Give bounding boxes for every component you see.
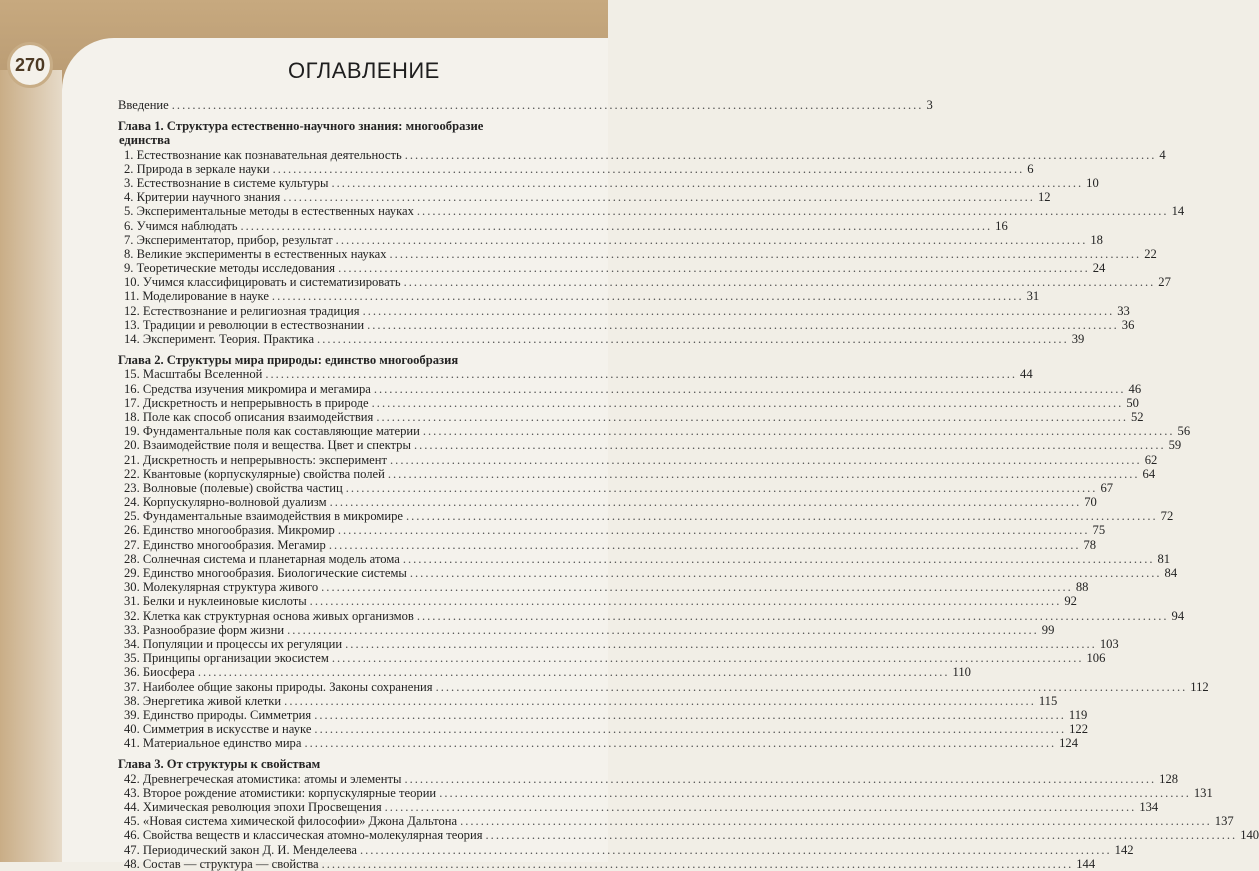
toc-entry-page: 36 bbox=[1121, 317, 1135, 332]
leader-dots: .................................................................................................................................................. bbox=[404, 771, 1157, 786]
toc-entry-page: 119 bbox=[1068, 707, 1088, 722]
leader-dots: .................................................................................................................................................. bbox=[422, 424, 1175, 439]
toc-entry-label: Введение bbox=[118, 98, 169, 112]
toc-entry-page: 27 bbox=[1158, 275, 1171, 290]
toc-entry-page: 39 bbox=[1071, 332, 1085, 347]
toc-entry-page: 18 bbox=[1090, 232, 1103, 247]
toc-entry-page: 59 bbox=[1168, 438, 1182, 453]
toc-entry-label: 43. Второе рождение атомистики: корпускулярные теории bbox=[124, 785, 437, 800]
toc-entry-page: 81 bbox=[1157, 551, 1171, 566]
leader-dots: .................................................................................................................................................. bbox=[265, 367, 1018, 382]
toc-entry-label: 26. Единство многообразия. Микромир bbox=[124, 523, 335, 538]
leader-dots: .................................................................................................................................................. bbox=[284, 693, 1036, 708]
toc-entry-page: 12 bbox=[1037, 190, 1051, 205]
toc-entry[interactable] bbox=[118, 622, 1055, 637]
toc-entry[interactable] bbox=[118, 608, 1185, 623]
toc-entry-page: 78 bbox=[1083, 537, 1097, 552]
page-title: ОГЛАВЛЕНИЕ bbox=[288, 58, 440, 83]
leader-dots: .................................................................................................................................................. bbox=[376, 409, 1128, 424]
toc-entry-label: 6. Учимся наблюдать bbox=[124, 218, 238, 233]
toc-entry[interactable] bbox=[118, 679, 1209, 694]
leader-dots: .................................................................................................................................................. bbox=[329, 495, 1082, 510]
leader-dots: .................................................................................................................................................. bbox=[317, 332, 1069, 347]
leader-dots: .................................................................................................................................................. bbox=[435, 679, 1188, 694]
toc-entry[interactable] bbox=[118, 452, 1158, 467]
toc-entry-label: 4. Критерии научного знания bbox=[124, 190, 281, 205]
toc-entry[interactable] bbox=[118, 566, 1178, 581]
toc-entry[interactable] bbox=[118, 395, 1139, 410]
toc-entry-page: 16 bbox=[995, 218, 1008, 233]
left-margin-band bbox=[0, 70, 62, 862]
toc-entry[interactable] bbox=[118, 495, 1097, 510]
toc-entry-label: 47. Периодический закон Д. И. Менделеева bbox=[124, 842, 357, 857]
toc-entry-label: 37. Наиболее общие законы природы. Законы сохранения bbox=[124, 679, 433, 694]
toc-entry[interactable] bbox=[118, 707, 1088, 722]
toc-entry[interactable] bbox=[118, 232, 1103, 247]
toc-entry-label: 33. Разнообразие форм жизни bbox=[124, 622, 285, 637]
toc-entry-label: 14. Эксперимент. Теория. Практика bbox=[124, 332, 315, 347]
page-number-badge bbox=[7, 42, 53, 88]
toc-entry-label: 9. Теоретические методы исследования bbox=[124, 261, 336, 276]
toc-entry-page: 115 bbox=[1038, 693, 1058, 708]
toc-entry-label: 41. Материальное единство мира bbox=[124, 736, 302, 751]
toc-entry-label: 19. Фундаментальные поля как составляющие материи bbox=[124, 424, 420, 439]
toc-entry-page: 106 bbox=[1086, 651, 1106, 666]
toc-entry-page: 84 bbox=[1164, 566, 1178, 581]
chapter-heading-line: Глава 1. Структура естественно-научного знания: многообразие bbox=[118, 119, 484, 134]
toc-entry[interactable] bbox=[118, 722, 1088, 737]
chapter-2-heading[interactable]: Глава 2. Структуры мира природы: единство многообразия bbox=[118, 353, 459, 368]
toc-entry[interactable] bbox=[118, 332, 1085, 347]
toc-entry-label: 28. Солнечная система и планетарная модель атома bbox=[124, 551, 400, 566]
toc-entry-page: 124 bbox=[1059, 736, 1079, 751]
toc-entry-label: 15. Масштабы Вселенной bbox=[124, 367, 263, 382]
leader-dots: .................................................................................................................................................. bbox=[338, 261, 1090, 276]
toc-entry-page: 50 bbox=[1126, 395, 1139, 410]
toc-entry[interactable] bbox=[118, 303, 1130, 318]
table-of-contents bbox=[118, 98, 1259, 871]
toc-entry-page: 10 bbox=[1086, 175, 1099, 190]
chapter-1-items bbox=[118, 147, 1185, 347]
toc-entry-label: 34. Популяции и процессы их регуляции bbox=[124, 636, 343, 651]
toc-entry-page: 72 bbox=[1160, 509, 1174, 524]
leader-dots: .................................................................................................................................................. bbox=[331, 651, 1084, 666]
toc-entry[interactable] bbox=[118, 785, 1213, 800]
toc-entry[interactable] bbox=[118, 317, 1135, 332]
toc-entry[interactable] bbox=[118, 261, 1106, 276]
leader-dots: .................................................................................................................................................. bbox=[331, 175, 1084, 190]
toc-entry-page: 103 bbox=[1099, 636, 1119, 651]
toc-entry-page: 6 bbox=[1027, 161, 1034, 176]
leader-dots: .................................................................................................................................................. bbox=[283, 190, 1035, 205]
toc-entry-label: 3. Естествознание в системе культуры bbox=[124, 175, 329, 190]
leader-dots: .................................................................................................................................................. bbox=[271, 289, 1024, 304]
toc-entry-page: 56 bbox=[1177, 424, 1191, 439]
toc-entry-label: 7. Экспериментатор, прибор, результат bbox=[124, 232, 333, 247]
toc-entry-label: 18. Поле как способ описания взаимодействия bbox=[124, 409, 374, 424]
toc-entry[interactable] bbox=[118, 275, 1171, 290]
toc-entry-label: 31. Белки и нуклеиновые кислоты bbox=[124, 594, 307, 609]
toc-entry-label: 10. Учимся классифицировать и систематизировать bbox=[124, 275, 401, 290]
toc-entry[interactable] bbox=[118, 438, 1182, 453]
toc-entry-label: 39. Единство природы. Симметрия bbox=[124, 707, 312, 722]
toc-entry-page: 46 bbox=[1128, 381, 1142, 396]
toc-entry[interactable] bbox=[118, 651, 1106, 666]
toc-entry-label: 30. Молекулярная структура живого bbox=[124, 580, 319, 595]
toc-entry-label: 29. Единство многообразия. Биологические системы bbox=[124, 566, 407, 581]
leader-dots: .................................................................................................................................................. bbox=[367, 317, 1119, 332]
toc-entry-label: 5. Экспериментальные методы в естественных науках bbox=[124, 204, 414, 219]
leader-dots: .................................................................................................................................................. bbox=[390, 452, 1142, 467]
toc-entry-page: 99 bbox=[1041, 622, 1055, 637]
toc-entry-page: 142 bbox=[1114, 842, 1134, 857]
toc-entry[interactable] bbox=[118, 842, 1134, 857]
toc-entry-page: 22 bbox=[1144, 246, 1157, 261]
toc-entry-page: 67 bbox=[1100, 480, 1114, 495]
chapter-2-items bbox=[118, 367, 1209, 751]
leader-dots: .................................................................................................................................................. bbox=[314, 722, 1067, 737]
toc-entry[interactable] bbox=[118, 636, 1119, 651]
toc-entry-page: 44 bbox=[1020, 367, 1033, 382]
toc-entry[interactable] bbox=[118, 466, 1156, 481]
toc-entry-label: 20. Взаимодействие поля и вещества. Цвет и спектры bbox=[124, 438, 411, 453]
toc-entry-intro[interactable] bbox=[118, 98, 933, 112]
toc-entry[interactable] bbox=[118, 856, 1096, 871]
leader-dots: .................................................................................................................................................. bbox=[403, 275, 1156, 290]
chapter-heading-line: единства bbox=[119, 133, 171, 148]
toc-entry-label: 2. Природа в зеркале науки bbox=[124, 161, 270, 176]
toc-entry-label: 17. Дискретность и непрерывность в природе bbox=[124, 395, 369, 410]
toc-entry-page: 14 bbox=[1171, 204, 1185, 219]
toc-entry-page: 110 bbox=[952, 665, 971, 680]
leader-dots: .................................................................................................................................................. bbox=[359, 842, 1112, 857]
toc-entry[interactable] bbox=[118, 736, 1079, 751]
page-number: 270 bbox=[14, 54, 46, 75]
leader-dots: .................................................................................................................................................. bbox=[402, 551, 1155, 566]
leader-dots: .................................................................................................................................................. bbox=[485, 828, 1238, 843]
toc-entry-page: 140 bbox=[1240, 828, 1259, 843]
leader-dots: .................................................................................................................................................. bbox=[314, 707, 1066, 722]
toc-entry-label: 23. Волновые (полевые) свойства частиц bbox=[124, 480, 343, 495]
toc-entry-label: 42. Древнегреческая атомистика: атомы и элементы bbox=[124, 771, 402, 786]
toc-entry[interactable] bbox=[118, 218, 1008, 233]
chapter-3-items bbox=[118, 771, 1259, 871]
toc-entry[interactable] bbox=[118, 537, 1097, 552]
toc-entry-page: 52 bbox=[1130, 409, 1144, 424]
toc-entry-label: 46. Свойства веществ и классическая атомно-молекулярная теория bbox=[124, 828, 483, 843]
toc-entry-page: 31 bbox=[1026, 289, 1040, 304]
toc-entry-page: 4 bbox=[1159, 147, 1166, 162]
toc-entry-page: 94 bbox=[1171, 608, 1185, 623]
leader-dots: .................................................................................................................................................. bbox=[371, 395, 1124, 410]
leader-dots: .................................................................................................................................................. bbox=[373, 381, 1126, 396]
toc-entry[interactable] bbox=[118, 594, 1077, 609]
toc-entry[interactable] bbox=[118, 161, 1034, 176]
leader-dots: .................................................................................................................................................. bbox=[287, 622, 1039, 637]
toc-entry[interactable] bbox=[118, 665, 971, 680]
toc-entry[interactable] bbox=[118, 175, 1099, 190]
leader-dots: .................................................................................................................................................. bbox=[405, 509, 1158, 524]
toc-entry[interactable] bbox=[118, 424, 1191, 439]
leader-dots: .................................................................................................................................................. bbox=[416, 204, 1169, 219]
toc-entry-label: 35. Принципы организации экосистем bbox=[124, 651, 329, 666]
leader-dots: .................................................................................................................................................. bbox=[337, 523, 1090, 538]
toc-entry-page: 88 bbox=[1075, 580, 1089, 595]
toc-entry-label: 12. Естествознание и религиозная традиция bbox=[124, 303, 360, 318]
toc-entry-page: 134 bbox=[1139, 800, 1159, 815]
toc-entry-page: 75 bbox=[1092, 523, 1106, 538]
toc-entry[interactable] bbox=[118, 693, 1058, 708]
toc-entry-label: 11. Моделирование в науке bbox=[124, 289, 269, 304]
leader-dots: .................................................................................................................................................. bbox=[413, 438, 1166, 453]
toc-entry-label: 36. Биосфера bbox=[124, 665, 195, 680]
leader-dots: .................................................................................................................................................. bbox=[416, 608, 1169, 623]
leader-dots: .................................................................................................................................................. bbox=[197, 665, 950, 680]
toc-entry-label: 27. Единство многообразия. Мегамир bbox=[124, 537, 326, 552]
leader-dots: .................................................................................................................................................. bbox=[362, 303, 1115, 318]
leader-dots: .................................................................................................................................................. bbox=[309, 594, 1062, 609]
leader-dots: .................................................................................................................................................. bbox=[240, 218, 993, 233]
leader-dots: .................................................................................................................................................. bbox=[404, 147, 1157, 162]
toc-entry[interactable] bbox=[118, 190, 1051, 205]
toc-entry[interactable] bbox=[118, 814, 1234, 829]
toc-entry-page: 33 bbox=[1117, 303, 1130, 318]
chapter-3-heading[interactable]: Глава 3. От структуры к свойствам bbox=[118, 757, 321, 772]
toc-entry[interactable] bbox=[118, 771, 1179, 786]
toc-entry-page: 128 bbox=[1159, 771, 1179, 786]
leader-dots: .................................................................................................................................................. bbox=[384, 800, 1137, 815]
leader-dots: .................................................................................................................................................. bbox=[409, 566, 1162, 581]
toc-entry-page: 92 bbox=[1064, 594, 1077, 609]
toc-entry-page: 24 bbox=[1092, 261, 1106, 276]
toc-entry[interactable] bbox=[118, 800, 1159, 815]
toc-entry-page: 144 bbox=[1076, 856, 1096, 871]
toc-entry[interactable] bbox=[118, 523, 1106, 538]
leader-dots: .................................................................................................................................................. bbox=[321, 856, 1074, 871]
toc-entry-label: 1. Естествознание как познавательная деятельность bbox=[124, 147, 402, 162]
toc-entry-label: 16. Средства изучения микромира и мегамира bbox=[124, 381, 371, 396]
toc-entry-label: 32. Клетка как структурная основа живых организмов bbox=[124, 608, 414, 623]
toc-entry-page: 112 bbox=[1190, 679, 1209, 694]
toc-entry[interactable] bbox=[118, 409, 1144, 424]
toc-entry-label: 40. Симметрия в искусстве и науке bbox=[124, 722, 312, 737]
leader-dots: .................................................................................................................................................. bbox=[439, 785, 1191, 800]
toc-entry[interactable] bbox=[118, 204, 1185, 219]
leader-dots: .................................................................................................................................................. bbox=[171, 98, 924, 112]
leader-dots: .................................................................................................................................................. bbox=[304, 736, 1057, 751]
toc-entry-label: 24. Корпускулярно-волновой дуализм bbox=[124, 495, 327, 510]
toc-entry[interactable] bbox=[118, 480, 1114, 495]
toc-entry[interactable] bbox=[118, 551, 1171, 566]
toc-entry-label: 45. «Новая система химической философии» Джона Дальтона bbox=[124, 814, 458, 829]
toc-entry-page: 70 bbox=[1084, 495, 1097, 510]
toc-entry-page: 62 bbox=[1144, 452, 1158, 467]
toc-entry-page: 64 bbox=[1142, 466, 1156, 481]
leader-dots: .................................................................................................................................................. bbox=[328, 537, 1081, 552]
toc-entry-label: 8. Великие эксперименты в естественных науках bbox=[124, 246, 387, 261]
toc-entry-page: 3 bbox=[926, 98, 933, 112]
toc-entry-label: 48. Состав — структура — свойства bbox=[124, 856, 319, 871]
leader-dots: .................................................................................................................................................. bbox=[321, 580, 1073, 595]
leader-dots: .................................................................................................................................................. bbox=[460, 814, 1212, 829]
toc-entry[interactable] bbox=[118, 580, 1089, 595]
toc-entry[interactable] bbox=[118, 147, 1166, 162]
chapter-1-heading[interactable] bbox=[118, 119, 584, 147]
leader-dots: .................................................................................................................................................. bbox=[335, 232, 1088, 247]
leader-dots: .................................................................................................................................................. bbox=[272, 161, 1025, 176]
toc-entry[interactable] bbox=[118, 289, 1040, 304]
toc-entry[interactable] bbox=[118, 828, 1259, 843]
toc-entry-label: 13. Традиции и революции в естествознании bbox=[124, 317, 365, 332]
leader-dots: .................................................................................................................................................. bbox=[389, 246, 1142, 261]
toc-entry-label: 21. Дискретность и непрерывность: эксперимент bbox=[124, 452, 388, 467]
toc-entry-page: 137 bbox=[1214, 814, 1234, 829]
leader-dots: .................................................................................................................................................. bbox=[387, 466, 1140, 481]
toc-entry-label: 38. Энергетика живой клетки bbox=[124, 693, 282, 708]
leader-dots: .................................................................................................................................................. bbox=[345, 480, 1098, 495]
toc-entry-page: 131 bbox=[1193, 785, 1213, 800]
toc-entry[interactable] bbox=[118, 367, 1033, 382]
toc-entry-page: 122 bbox=[1069, 722, 1088, 737]
toc-entry[interactable] bbox=[118, 381, 1142, 396]
toc-entry-label: 25. Фундаментальные взаимодействия в микромире bbox=[124, 509, 403, 524]
toc-entry-label: 44. Химическая революция эпохи Просвещения bbox=[124, 800, 382, 815]
toc-entry-label: 22. Квантовые (корпускулярные) свойства полей bbox=[124, 466, 385, 481]
toc-entry[interactable] bbox=[118, 246, 1157, 261]
leader-dots: .................................................................................................................................................. bbox=[345, 636, 1097, 651]
toc-entry[interactable] bbox=[118, 509, 1174, 524]
